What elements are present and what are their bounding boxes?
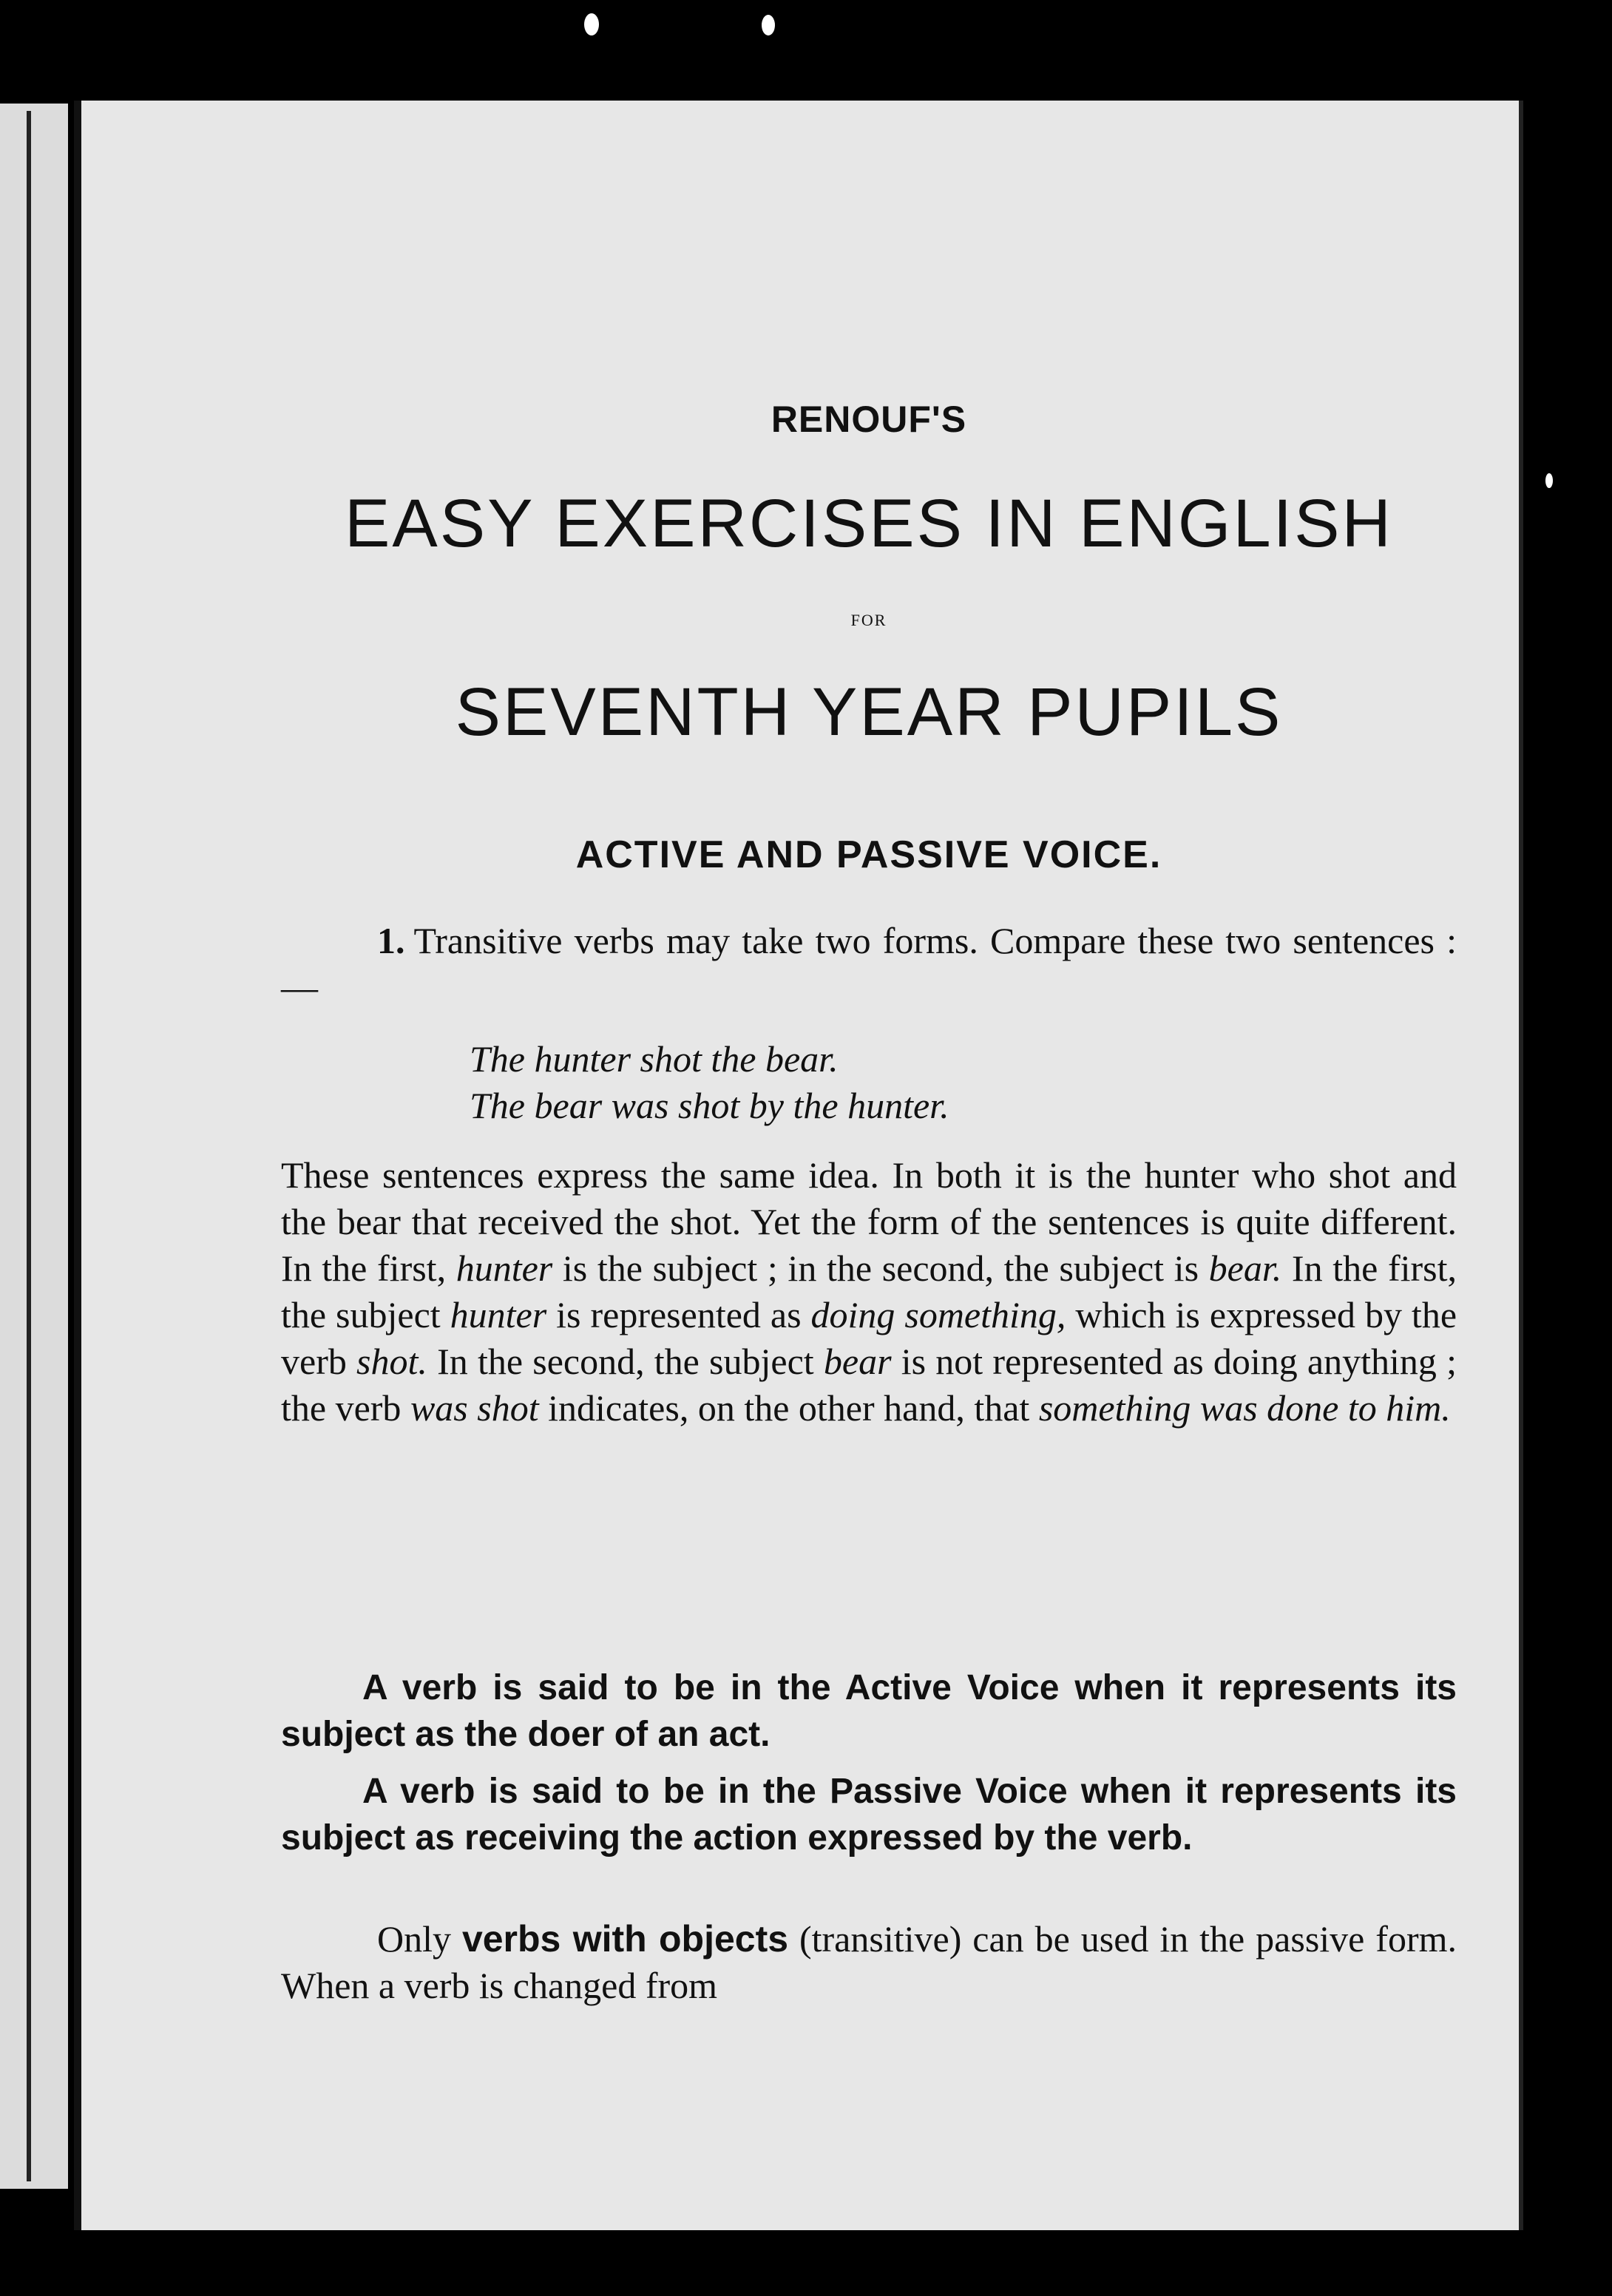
italic-term: hunter: [456, 1247, 553, 1289]
text-run: These sentences express the same idea. In both it is the hunter who shot and the bear that received the shot. Yet the form of the sentences is quite different. In the first,: [281, 1154, 1457, 1289]
binding-shadow: [27, 111, 31, 2181]
italic-term: doing something,: [810, 1294, 1066, 1335]
text-run: indicates, on the other hand, that: [538, 1387, 1039, 1429]
italic-term: hunter: [450, 1294, 547, 1335]
italic-term: something was done to him.: [1038, 1387, 1451, 1429]
paragraph-number: 1.: [377, 920, 405, 961]
italic-term: bear: [823, 1341, 892, 1382]
paragraph-1-text: Transitive verbs may take two forms. Compare these two sentences :—: [281, 920, 1457, 1008]
text-run: Only: [377, 1918, 462, 1960]
book-page: [74, 101, 1523, 2230]
scan-speck: [1545, 473, 1553, 488]
text-run: is represented as: [546, 1294, 811, 1335]
scan-speck: [584, 13, 599, 35]
series-title: RENOUF'S: [771, 399, 967, 440]
italic-term: bear.: [1208, 1247, 1282, 1289]
paragraph-3: [281, 1916, 1457, 2009]
example-sentences: [470, 1036, 1431, 1129]
paragraph-2: [281, 1152, 1457, 1432]
bold-term: verbs with objects: [461, 1918, 789, 1960]
example-sentence-2: The bear was shot by the hunter.: [470, 1085, 949, 1126]
example-sentence-1: The hunter shot the bear.: [470, 1038, 839, 1080]
definition-active-voice: A verb is said to be in the Active Voice when it represents its subject as the doer of an act.: [281, 1668, 1457, 1754]
book-title-line-2: SEVENTH YEAR PUPILS: [455, 674, 1283, 750]
title-connector: FOR: [850, 611, 887, 629]
scan-speck: [762, 15, 775, 35]
text-run: (transitive) can be used in the passive form. When a verb is changed from: [281, 1918, 1457, 2006]
italic-term: shot.: [356, 1341, 427, 1382]
section-heading: ACTIVE AND PASSIVE VOICE.: [575, 833, 1162, 876]
book-title-line-1: EASY EXERCISES IN ENGLISH: [345, 486, 1393, 561]
paragraph-1: [281, 918, 1457, 1011]
italic-term: was shot: [410, 1387, 539, 1429]
text-run: which is expressed by the verb: [281, 1294, 1457, 1382]
previous-page-edge: [0, 104, 68, 2189]
definition-passive-voice: A verb is said to be in the Passive Voice when it represents its subject as receiving the action expressed by the verb.: [281, 1772, 1457, 1858]
text-run: is not represented as doing anything ; the verb: [281, 1341, 1457, 1429]
text-run: In the first, the subject: [281, 1247, 1457, 1335]
text-run: is the subject ; in the second, the subject is: [552, 1247, 1209, 1289]
text-run: In the second, the subject: [427, 1341, 824, 1382]
